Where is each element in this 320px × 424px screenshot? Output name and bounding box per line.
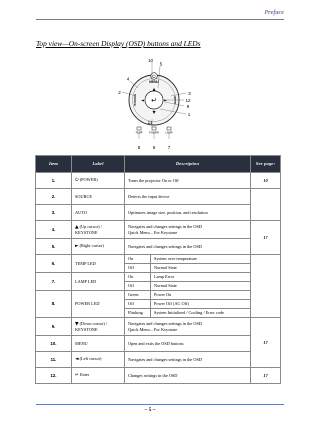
led-state: On <box>125 255 151 264</box>
power-led-label: POWER <box>149 131 159 135</box>
osd-buttons-table <box>35 155 281 384</box>
item-number: 9. <box>36 318 72 336</box>
led-state: Flashing <box>125 309 151 318</box>
item-description: Detects the input device <box>125 189 251 205</box>
item-label: ◄ (Left cursor) <box>72 352 125 368</box>
item-description: Navigates and changes settings in the OSD Quick Menu – For Keystone <box>125 221 251 239</box>
led-meaning: System Initialized / Cooling / Error code <box>151 309 251 318</box>
table-row <box>36 173 281 189</box>
item-label: ⏻ (POWER) <box>72 173 125 189</box>
callout-12: 12 <box>185 98 191 103</box>
led-meaning: Lamp Error <box>151 273 251 282</box>
power-led <box>152 127 156 130</box>
led-meaning: System over temperature <box>151 255 251 264</box>
enter-icon: ↵ <box>151 96 157 105</box>
led-meaning: Power On <box>151 291 251 300</box>
item-number: 1. <box>36 173 72 189</box>
item-description: Navigates and changes settings in the OSD <box>125 352 251 368</box>
table-row <box>36 273 281 282</box>
led-state: Off <box>125 300 151 309</box>
lamp-led-label: LAMP <box>165 131 173 135</box>
osd-keypad-diagram <box>108 58 200 152</box>
header-item: Item <box>36 156 72 173</box>
item-label: POWER LED <box>72 291 125 318</box>
item-label: AUTO <box>72 205 125 221</box>
led-meaning: Normal State <box>151 264 251 273</box>
lamp-led <box>167 127 171 130</box>
item-description: Changes settings in the OSD <box>125 368 251 384</box>
header-description: Description <box>125 156 251 173</box>
item-description: Navigates and changes settings in the OSD Quick Menu – For Keystone <box>125 318 251 336</box>
power-icon: ⏻ <box>152 74 156 79</box>
item-label: MENU <box>72 336 125 352</box>
callout-11: 11 <box>147 120 153 125</box>
item-description: Optimizes image size, position, and resolution <box>125 205 251 221</box>
callout-4: 4 <box>126 76 130 82</box>
callout-6: 6 <box>152 145 156 150</box>
header-see-page: See page: <box>251 156 281 173</box>
table-row <box>36 336 281 352</box>
table-row <box>36 368 281 384</box>
see-page: 10 <box>251 173 281 189</box>
item-description: Navigates and changes settings in the OSD <box>125 239 251 255</box>
footer-rule <box>36 404 284 405</box>
item-label: ▲ (Up cursor) / KEYSTONE <box>72 221 125 239</box>
auto-button-label: AUTO <box>173 96 177 104</box>
item-number: 12. <box>36 368 72 384</box>
callout-10: 10 <box>147 58 154 63</box>
callout-8: 8 <box>137 145 141 150</box>
table-row <box>36 189 281 205</box>
page-number: – 5 – <box>144 407 156 413</box>
item-number: 11. <box>36 352 72 368</box>
table-row <box>36 291 281 300</box>
led-meaning: Normal State <box>151 282 251 291</box>
item-number: 2. <box>36 189 72 205</box>
header-rule <box>36 19 284 20</box>
callout-1: 1 <box>187 112 191 117</box>
up-arrow-icon[interactable]: ▲ <box>152 86 156 92</box>
item-number: 6. <box>36 255 72 273</box>
callout-5: 5 <box>159 61 163 67</box>
item-label: LAMP LED <box>72 273 125 291</box>
section-title: Top view—On-screen Display (OSD) buttons and LEDs <box>36 39 201 48</box>
callout-9: 9 <box>186 104 190 109</box>
item-description: Turns the projector On or Off <box>125 173 251 189</box>
callout-7: 7 <box>167 145 171 150</box>
table-row <box>36 239 281 255</box>
table-row <box>36 318 281 336</box>
header-label: Preface <box>264 9 284 16</box>
up-arrow-icon: ▲ <box>75 224 79 230</box>
item-label: ▼ (Down cursor) / KEYSTONE <box>72 318 125 336</box>
table-row <box>36 255 281 264</box>
item-label: SOURCE <box>72 189 125 205</box>
item-number: 8. <box>36 291 72 318</box>
item-label: ► (Right cursor) <box>72 239 125 255</box>
header-label: Label <box>72 156 125 173</box>
left-arrow-icon: ◄ <box>75 357 79 363</box>
item-label: TEMP LED <box>72 255 125 273</box>
source-button-label: SOURCE <box>133 94 137 106</box>
see-page: 17 <box>251 221 281 255</box>
led-state: Green <box>125 291 151 300</box>
item-number: 7. <box>36 273 72 291</box>
item-description: Open and exits the OSD buttons <box>125 336 251 352</box>
menu-button-label: MENU <box>149 80 159 84</box>
enter-icon: ↵ <box>75 373 79 379</box>
down-arrow-icon: ▼ <box>75 321 79 327</box>
led-state: On <box>125 273 151 282</box>
see-page-empty <box>251 255 281 318</box>
led-state: Off <box>125 264 151 273</box>
item-number: 10. <box>36 336 72 352</box>
right-arrow-icon: ► <box>75 244 79 250</box>
left-arrow-icon[interactable]: ◄ <box>140 97 145 103</box>
callout-2: 2 <box>118 90 121 95</box>
table-header-row <box>36 156 281 173</box>
table-row <box>36 352 281 368</box>
callout-3: 3 <box>188 91 191 96</box>
led-state: Off <box>125 282 151 291</box>
table-row <box>36 221 281 239</box>
see-page-empty <box>251 189 281 221</box>
temp-led-label: TEMP <box>135 131 143 135</box>
item-number: 4. <box>36 221 72 239</box>
temp-led <box>137 127 141 130</box>
led-meaning: Power Off (AC Off) <box>151 300 251 309</box>
see-page: 17 <box>251 318 281 368</box>
table-row <box>36 205 281 221</box>
item-label: ↵ Enter <box>72 368 125 384</box>
see-page: 17 <box>251 368 281 384</box>
item-number: 5. <box>36 239 72 255</box>
item-number: 3. <box>36 205 72 221</box>
down-arrow-icon[interactable]: ▼ <box>152 109 156 115</box>
power-icon: ⏻ <box>75 178 79 184</box>
right-arrow-icon[interactable]: ► <box>163 97 168 103</box>
